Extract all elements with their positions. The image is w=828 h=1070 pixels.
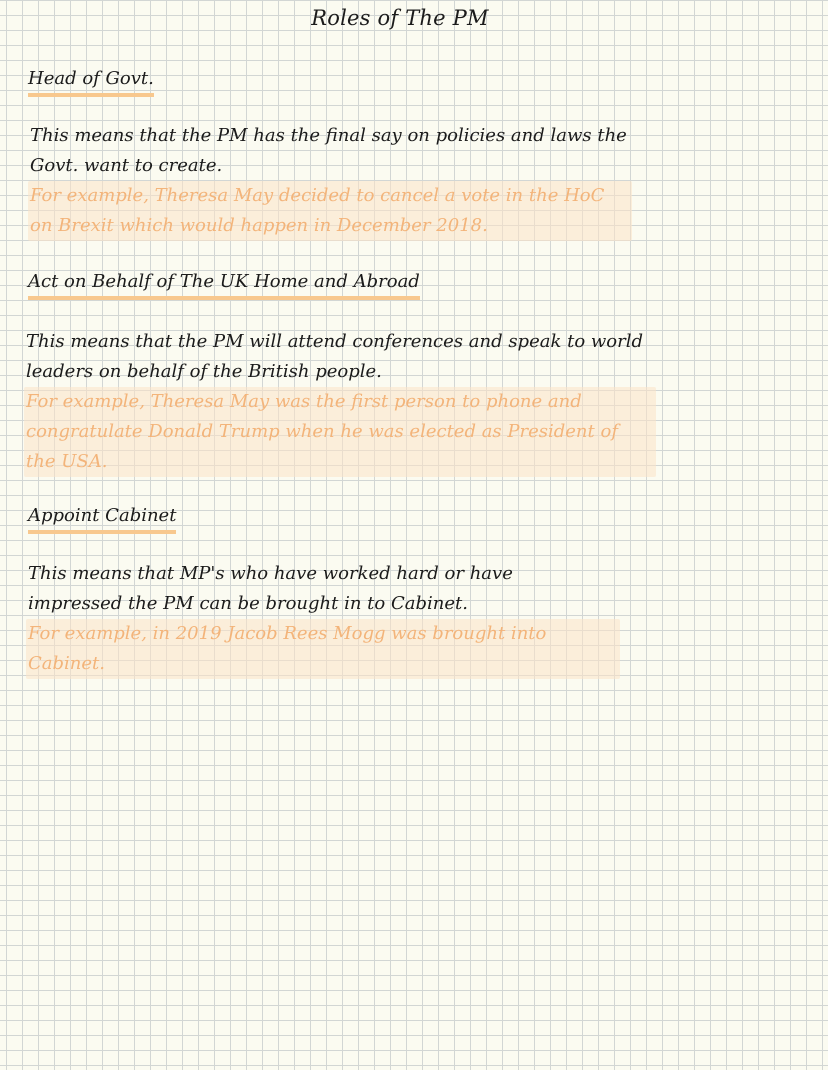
section-heading-head-of-govt: Head of Govt.	[28, 68, 154, 97]
section-example-head-of-govt: For example, Theresa May decided to cancel a vote in the HoC on Brexit which would happen in December 2018.	[28, 181, 632, 241]
section-text-act-on-behalf: This means that the PM will attend conferences and speak to world leaders on behalf of the British people.	[26, 331, 644, 382]
section-text-appoint-cabinet: This means that MP's who have worked hard or have impressed the PM can be brought in to Cabinet.	[28, 563, 513, 614]
section-example-act-on-behalf: For example, Theresa May was the first person to phone and congratulate Donald Trump when he was elected as President of the USA.	[24, 387, 656, 477]
section-example-appoint-cabinet: For example, in 2019 Jacob Rees Mogg was brought into Cabinet.	[26, 619, 620, 679]
section-text-head-of-govt: This means that the PM has the final say on policies and laws the Govt. want to create.	[30, 125, 627, 176]
section-heading-appoint-cabinet: Appoint Cabinet	[28, 505, 176, 534]
page-title: Roles of The PM	[311, 6, 489, 30]
section-heading-act-on-behalf: Act on Behalf of The UK Home and Abroad	[28, 271, 420, 300]
